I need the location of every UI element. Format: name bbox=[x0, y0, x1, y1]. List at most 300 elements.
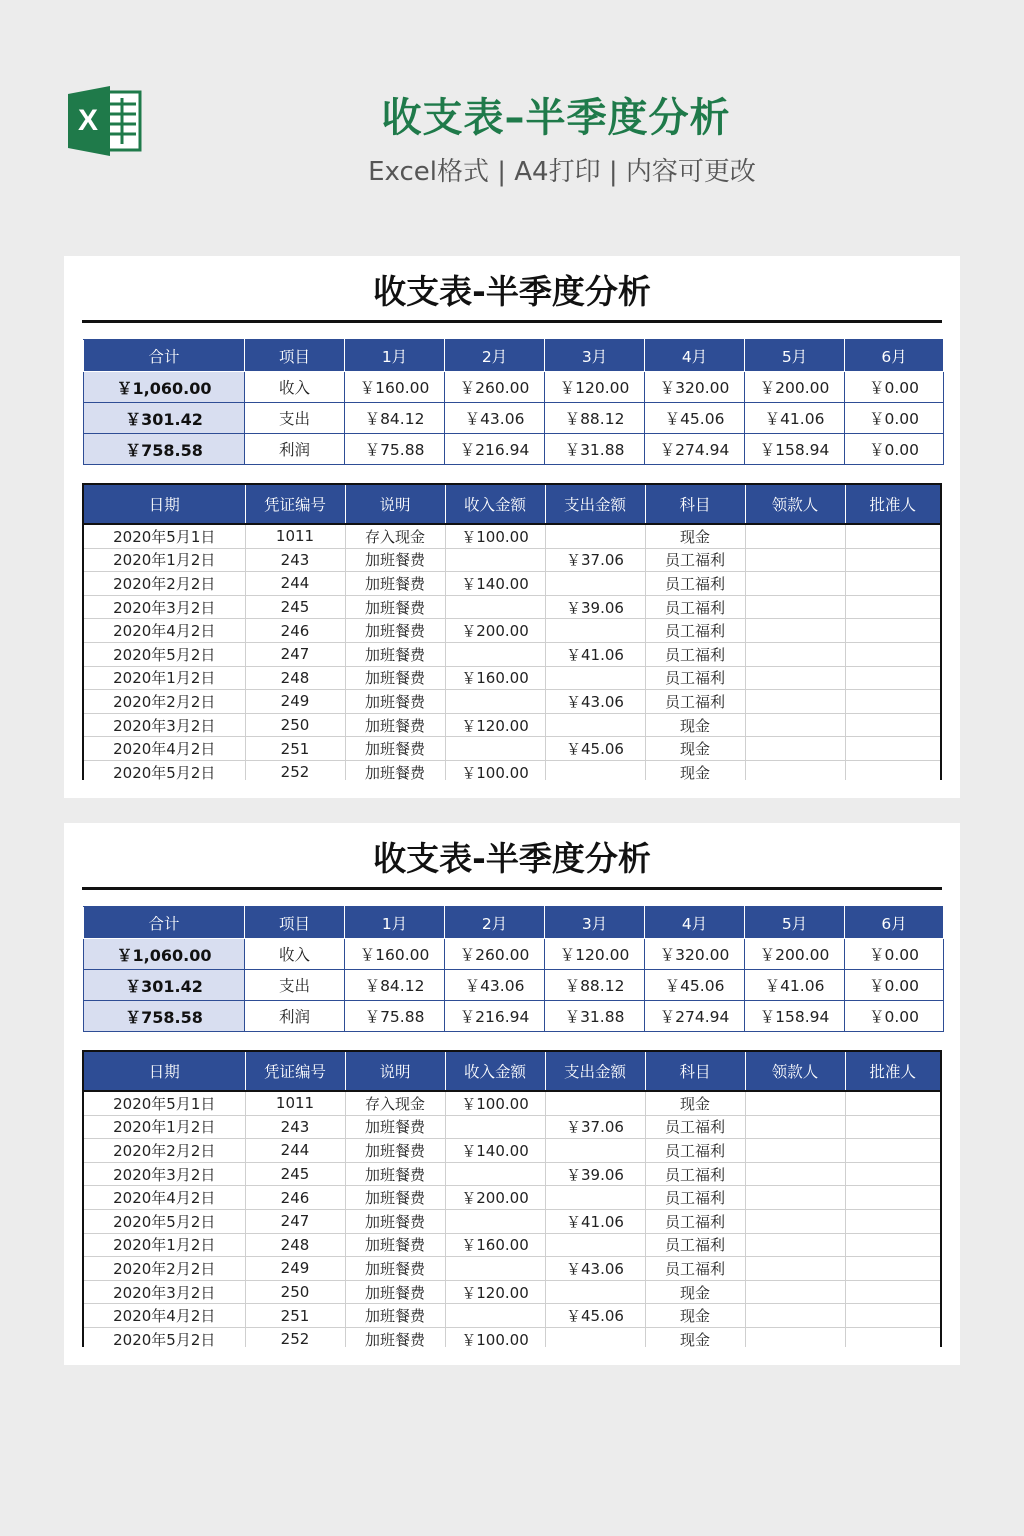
detail-table-viewport[interactable] bbox=[82, 483, 942, 780]
detail-header-cell: 说明 bbox=[345, 485, 445, 524]
detail-table-viewport[interactable] bbox=[82, 1050, 942, 1347]
table-cell bbox=[845, 595, 940, 619]
table-cell: 现金 bbox=[645, 524, 745, 548]
summary-body bbox=[84, 939, 944, 1032]
table-cell: 员工福利 bbox=[645, 1186, 745, 1210]
summary-row bbox=[84, 939, 944, 970]
table-cell bbox=[545, 713, 645, 737]
table-cell bbox=[845, 642, 940, 666]
table-cell: 存入现金 bbox=[345, 524, 445, 548]
summary-cell: ￥120.00 bbox=[545, 939, 645, 970]
sheet-title: 收支表-半季度分析 bbox=[373, 839, 651, 878]
summary-cell: ￥0.00 bbox=[845, 403, 944, 434]
table-cell: 加班餐费 bbox=[345, 619, 445, 643]
summary-total-cell: ￥301.42 bbox=[84, 970, 245, 1001]
summary-header-cell: 项目 bbox=[245, 907, 345, 939]
table-cell: 加班餐费 bbox=[345, 572, 445, 596]
table-row bbox=[84, 1280, 940, 1304]
table-cell: 员工福利 bbox=[645, 690, 745, 714]
sheet-card-1 bbox=[64, 256, 960, 798]
table-cell: ￥100.00 bbox=[445, 1091, 545, 1115]
table-cell: 加班餐费 bbox=[345, 737, 445, 761]
table-cell bbox=[545, 1186, 645, 1210]
summary-cell: 收入 bbox=[245, 939, 345, 970]
page-title: 收支表–半季度分析 bbox=[381, 95, 731, 141]
summary-header-cell: 1月 bbox=[345, 907, 445, 939]
table-cell: 加班餐费 bbox=[345, 1280, 445, 1304]
summary-header-cell: 6月 bbox=[845, 340, 944, 372]
table-row bbox=[84, 1209, 940, 1233]
detail-header-row bbox=[84, 485, 940, 524]
summary-cell: ￥274.94 bbox=[645, 434, 745, 465]
table-cell: 2020年1月2日 bbox=[84, 548, 245, 572]
table-cell: ￥100.00 bbox=[445, 524, 545, 548]
summary-cell: ￥0.00 bbox=[845, 939, 944, 970]
table-row bbox=[84, 690, 940, 714]
table-cell: 员工福利 bbox=[645, 642, 745, 666]
table-cell: 加班餐费 bbox=[345, 1233, 445, 1257]
table-row bbox=[84, 1162, 940, 1186]
table-cell bbox=[745, 1115, 845, 1139]
table-cell bbox=[545, 1327, 645, 1347]
summary-total-cell: ￥758.58 bbox=[84, 434, 245, 465]
table-cell bbox=[845, 1280, 940, 1304]
summary-cell: ￥320.00 bbox=[645, 372, 745, 403]
table-cell: 2020年3月2日 bbox=[84, 713, 245, 737]
summary-cell: ￥320.00 bbox=[645, 939, 745, 970]
table-cell: 2020年4月2日 bbox=[84, 737, 245, 761]
table-cell bbox=[845, 548, 940, 572]
table-cell: 2020年4月2日 bbox=[84, 1304, 245, 1328]
summary-header-row bbox=[84, 340, 944, 372]
summary-header-cell: 2月 bbox=[445, 340, 545, 372]
detail-body bbox=[84, 1091, 940, 1347]
summary-total-cell: ￥1,060.00 bbox=[84, 372, 245, 403]
summary-table bbox=[83, 906, 944, 1032]
table-cell bbox=[845, 690, 940, 714]
table-cell: 246 bbox=[245, 1186, 345, 1210]
table-cell: 员工福利 bbox=[645, 548, 745, 572]
summary-cell: ￥45.06 bbox=[645, 403, 745, 434]
table-cell bbox=[745, 1139, 845, 1163]
summary-cell: ￥88.12 bbox=[545, 970, 645, 1001]
page-header bbox=[0, 0, 1024, 230]
summary-cell: ￥75.88 bbox=[345, 434, 445, 465]
table-cell: 加班餐费 bbox=[345, 690, 445, 714]
table-cell bbox=[745, 760, 845, 780]
table-cell: ￥140.00 bbox=[445, 1139, 545, 1163]
summary-body bbox=[84, 372, 944, 465]
summary-cell: 支出 bbox=[245, 403, 345, 434]
table-cell: 现金 bbox=[645, 1327, 745, 1347]
table-cell: ￥140.00 bbox=[445, 572, 545, 596]
sheet-title: 收支表-半季度分析 bbox=[373, 272, 651, 311]
table-cell: 现金 bbox=[645, 760, 745, 780]
table-cell bbox=[845, 1233, 940, 1257]
table-cell bbox=[745, 1091, 845, 1115]
table-row bbox=[84, 1186, 940, 1210]
summary-header-cell: 合计 bbox=[84, 907, 245, 939]
table-cell: ￥200.00 bbox=[445, 619, 545, 643]
table-cell: 加班餐费 bbox=[345, 1139, 445, 1163]
table-cell bbox=[745, 1280, 845, 1304]
detail-header-cell: 领款人 bbox=[745, 485, 845, 524]
summary-cell: ￥0.00 bbox=[845, 1001, 944, 1032]
table-cell bbox=[545, 1233, 645, 1257]
summary-cell: ￥43.06 bbox=[445, 403, 545, 434]
table-cell bbox=[545, 572, 645, 596]
table-cell: 加班餐费 bbox=[345, 760, 445, 780]
summary-cell: 利润 bbox=[245, 434, 345, 465]
table-cell: 2020年3月2日 bbox=[84, 595, 245, 619]
table-cell bbox=[745, 1209, 845, 1233]
table-cell: 250 bbox=[245, 713, 345, 737]
table-cell: 246 bbox=[245, 619, 345, 643]
table-cell bbox=[445, 1115, 545, 1139]
table-cell: 1011 bbox=[245, 1091, 345, 1115]
table-cell bbox=[745, 666, 845, 690]
table-row bbox=[84, 524, 940, 548]
summary-cell: ￥84.12 bbox=[345, 970, 445, 1001]
table-cell bbox=[745, 619, 845, 643]
detail-table bbox=[84, 485, 940, 780]
table-row bbox=[84, 1327, 940, 1347]
table-cell: 250 bbox=[245, 1280, 345, 1304]
table-row bbox=[84, 1139, 940, 1163]
table-cell bbox=[745, 572, 845, 596]
detail-header-cell: 科目 bbox=[645, 485, 745, 524]
table-cell: 2020年5月1日 bbox=[84, 524, 245, 548]
table-cell bbox=[845, 737, 940, 761]
table-cell bbox=[745, 548, 845, 572]
table-cell bbox=[845, 1186, 940, 1210]
table-cell: 249 bbox=[245, 1257, 345, 1281]
table-cell: 员工福利 bbox=[645, 1139, 745, 1163]
detail-header-cell: 领款人 bbox=[745, 1052, 845, 1091]
summary-total-cell: ￥1,060.00 bbox=[84, 939, 245, 970]
table-cell: ￥43.06 bbox=[545, 690, 645, 714]
table-cell: 248 bbox=[245, 1233, 345, 1257]
table-cell: 252 bbox=[245, 760, 345, 780]
table-cell bbox=[745, 1304, 845, 1328]
table-cell: 加班餐费 bbox=[345, 642, 445, 666]
table-cell: ￥41.06 bbox=[545, 1209, 645, 1233]
table-cell bbox=[845, 1162, 940, 1186]
table-row bbox=[84, 1233, 940, 1257]
summary-header-row bbox=[84, 907, 944, 939]
table-cell: ￥200.00 bbox=[445, 1186, 545, 1210]
table-row bbox=[84, 737, 940, 761]
table-cell: 加班餐费 bbox=[345, 1209, 445, 1233]
table-cell: 员工福利 bbox=[645, 1162, 745, 1186]
table-cell: ￥120.00 bbox=[445, 1280, 545, 1304]
table-cell bbox=[745, 1186, 845, 1210]
table-cell bbox=[545, 1139, 645, 1163]
table-cell bbox=[745, 1162, 845, 1186]
table-cell bbox=[745, 642, 845, 666]
table-cell bbox=[845, 760, 940, 780]
table-cell: 249 bbox=[245, 690, 345, 714]
table-cell bbox=[445, 690, 545, 714]
table-cell: 2020年5月2日 bbox=[84, 1209, 245, 1233]
summary-row bbox=[84, 403, 944, 434]
table-cell: 248 bbox=[245, 666, 345, 690]
table-cell: 2020年1月2日 bbox=[84, 666, 245, 690]
detail-header-cell: 科目 bbox=[645, 1052, 745, 1091]
table-cell bbox=[745, 595, 845, 619]
detail-header-cell: 批准人 bbox=[845, 1052, 940, 1091]
table-cell: 加班餐费 bbox=[345, 1162, 445, 1186]
table-cell: 加班餐费 bbox=[345, 1186, 445, 1210]
table-cell bbox=[845, 1139, 940, 1163]
summary-cell: ￥260.00 bbox=[445, 372, 545, 403]
detail-header-cell: 凭证编号 bbox=[245, 1052, 345, 1091]
summary-cell: 利润 bbox=[245, 1001, 345, 1032]
table-cell: 员工福利 bbox=[645, 1257, 745, 1281]
table-cell: 2020年1月2日 bbox=[84, 1233, 245, 1257]
table-cell: 247 bbox=[245, 642, 345, 666]
summary-cell: ￥260.00 bbox=[445, 939, 545, 970]
table-cell bbox=[445, 1209, 545, 1233]
table-cell bbox=[545, 1091, 645, 1115]
table-cell: 1011 bbox=[245, 524, 345, 548]
sheet-card-2 bbox=[64, 823, 960, 1365]
table-cell bbox=[845, 1304, 940, 1328]
table-cell: 加班餐费 bbox=[345, 666, 445, 690]
table-cell: 2020年2月2日 bbox=[84, 572, 245, 596]
summary-header-cell: 5月 bbox=[745, 340, 845, 372]
table-cell bbox=[745, 1257, 845, 1281]
table-cell: 员工福利 bbox=[645, 1233, 745, 1257]
summary-cell: ￥158.94 bbox=[745, 1001, 845, 1032]
table-cell: 2020年4月2日 bbox=[84, 619, 245, 643]
table-cell bbox=[845, 666, 940, 690]
table-cell: 245 bbox=[245, 595, 345, 619]
table-cell bbox=[545, 524, 645, 548]
table-row bbox=[84, 666, 940, 690]
table-cell: 存入现金 bbox=[345, 1091, 445, 1115]
summary-cell: ￥200.00 bbox=[745, 939, 845, 970]
table-cell: ￥43.06 bbox=[545, 1257, 645, 1281]
table-cell: 244 bbox=[245, 1139, 345, 1163]
detail-body bbox=[84, 524, 940, 780]
table-cell bbox=[445, 1162, 545, 1186]
table-cell: 加班餐费 bbox=[345, 548, 445, 572]
detail-table bbox=[84, 1052, 940, 1347]
table-cell bbox=[745, 1327, 845, 1347]
summary-row bbox=[84, 372, 944, 403]
table-cell bbox=[545, 760, 645, 780]
table-row bbox=[84, 619, 940, 643]
table-cell: ￥120.00 bbox=[445, 713, 545, 737]
table-cell: ￥160.00 bbox=[445, 1233, 545, 1257]
summary-table bbox=[83, 339, 944, 465]
table-cell: 2020年2月2日 bbox=[84, 690, 245, 714]
table-row bbox=[84, 572, 940, 596]
table-cell: 加班餐费 bbox=[345, 1257, 445, 1281]
table-cell: 员工福利 bbox=[645, 1115, 745, 1139]
summary-cell: ￥31.88 bbox=[545, 434, 645, 465]
table-cell bbox=[545, 666, 645, 690]
table-cell: 2020年2月2日 bbox=[84, 1139, 245, 1163]
table-row bbox=[84, 1257, 940, 1281]
table-row bbox=[84, 1304, 940, 1328]
table-cell bbox=[845, 619, 940, 643]
table-cell bbox=[445, 1257, 545, 1281]
table-cell: 2020年5月1日 bbox=[84, 1091, 245, 1115]
table-cell: 现金 bbox=[645, 713, 745, 737]
table-cell: 现金 bbox=[645, 1091, 745, 1115]
table-cell: 现金 bbox=[645, 1304, 745, 1328]
detail-header-row bbox=[84, 1052, 940, 1091]
table-cell: ￥45.06 bbox=[545, 737, 645, 761]
summary-cell: ￥216.94 bbox=[445, 1001, 545, 1032]
table-cell bbox=[745, 690, 845, 714]
table-cell bbox=[445, 1304, 545, 1328]
summary-total-cell: ￥758.58 bbox=[84, 1001, 245, 1032]
summary-cell: ￥31.88 bbox=[545, 1001, 645, 1032]
table-cell: 现金 bbox=[645, 1280, 745, 1304]
page-subtitle: Excel格式 | A4打印 | 内容可更改 bbox=[368, 157, 756, 187]
table-row bbox=[84, 713, 940, 737]
detail-header-cell: 日期 bbox=[84, 485, 245, 524]
summary-cell: ￥43.06 bbox=[445, 970, 545, 1001]
table-row bbox=[84, 1091, 940, 1115]
table-cell bbox=[845, 1327, 940, 1347]
table-cell: 2020年3月2日 bbox=[84, 1162, 245, 1186]
table-cell: 2020年1月2日 bbox=[84, 1115, 245, 1139]
table-cell: ￥160.00 bbox=[445, 666, 545, 690]
table-cell: 员工福利 bbox=[645, 595, 745, 619]
table-cell: 245 bbox=[245, 1162, 345, 1186]
summary-cell: ￥45.06 bbox=[645, 970, 745, 1001]
summary-row bbox=[84, 434, 944, 465]
table-cell: ￥39.06 bbox=[545, 595, 645, 619]
table-cell bbox=[845, 1209, 940, 1233]
summary-header-cell: 6月 bbox=[845, 907, 944, 939]
table-cell bbox=[845, 524, 940, 548]
table-cell: 2020年5月2日 bbox=[84, 642, 245, 666]
detail-header-cell: 收入金额 bbox=[445, 485, 545, 524]
table-cell: 2020年3月2日 bbox=[84, 1280, 245, 1304]
summary-cell: ￥41.06 bbox=[745, 970, 845, 1001]
detail-header-cell: 收入金额 bbox=[445, 1052, 545, 1091]
table-cell: 244 bbox=[245, 572, 345, 596]
summary-row bbox=[84, 970, 944, 1001]
detail-header-cell: 日期 bbox=[84, 1052, 245, 1091]
summary-cell: ￥0.00 bbox=[845, 970, 944, 1001]
summary-header-cell: 5月 bbox=[745, 907, 845, 939]
excel-logo-letter: X bbox=[77, 104, 99, 137]
summary-header-cell: 4月 bbox=[645, 340, 745, 372]
summary-cell: ￥41.06 bbox=[745, 403, 845, 434]
table-cell bbox=[745, 713, 845, 737]
table-cell bbox=[845, 713, 940, 737]
table-cell: 243 bbox=[245, 1115, 345, 1139]
table-cell bbox=[545, 1280, 645, 1304]
summary-cell: ￥120.00 bbox=[545, 372, 645, 403]
table-cell bbox=[445, 642, 545, 666]
table-cell: 员工福利 bbox=[645, 666, 745, 690]
summary-header-cell: 2月 bbox=[445, 907, 545, 939]
table-cell: 2020年4月2日 bbox=[84, 1186, 245, 1210]
table-cell: 243 bbox=[245, 548, 345, 572]
table-cell: 加班餐费 bbox=[345, 595, 445, 619]
table-cell: 2020年5月2日 bbox=[84, 1327, 245, 1347]
table-cell bbox=[445, 737, 545, 761]
table-cell: ￥37.06 bbox=[545, 548, 645, 572]
summary-cell: ￥84.12 bbox=[345, 403, 445, 434]
title-divider bbox=[82, 320, 942, 323]
summary-total-cell: ￥301.42 bbox=[84, 403, 245, 434]
summary-cell: ￥160.00 bbox=[345, 939, 445, 970]
table-cell: 员工福利 bbox=[645, 1209, 745, 1233]
table-cell: ￥39.06 bbox=[545, 1162, 645, 1186]
table-row bbox=[84, 548, 940, 572]
table-cell bbox=[745, 524, 845, 548]
summary-cell: ￥200.00 bbox=[745, 372, 845, 403]
summary-header-cell: 1月 bbox=[345, 340, 445, 372]
summary-cell: ￥0.00 bbox=[845, 372, 944, 403]
summary-cell: ￥274.94 bbox=[645, 1001, 745, 1032]
table-cell: ￥100.00 bbox=[445, 1327, 545, 1347]
table-cell bbox=[845, 572, 940, 596]
summary-cell: ￥160.00 bbox=[345, 372, 445, 403]
table-cell: 252 bbox=[245, 1327, 345, 1347]
table-cell bbox=[445, 548, 545, 572]
summary-cell: ￥158.94 bbox=[745, 434, 845, 465]
detail-header-cell: 凭证编号 bbox=[245, 485, 345, 524]
summary-header-cell: 3月 bbox=[545, 340, 645, 372]
detail-header-cell: 支出金额 bbox=[545, 485, 645, 524]
summary-header-cell: 4月 bbox=[645, 907, 745, 939]
summary-row bbox=[84, 1001, 944, 1032]
table-cell: 251 bbox=[245, 737, 345, 761]
table-cell bbox=[845, 1091, 940, 1115]
summary-cell: ￥0.00 bbox=[845, 434, 944, 465]
table-cell bbox=[445, 595, 545, 619]
table-cell: 员工福利 bbox=[645, 619, 745, 643]
table-cell: ￥37.06 bbox=[545, 1115, 645, 1139]
table-cell: 加班餐费 bbox=[345, 1304, 445, 1328]
table-cell: ￥41.06 bbox=[545, 642, 645, 666]
table-cell: 加班餐费 bbox=[345, 713, 445, 737]
table-row bbox=[84, 1115, 940, 1139]
summary-header-cell: 3月 bbox=[545, 907, 645, 939]
detail-header-cell: 批准人 bbox=[845, 485, 940, 524]
table-cell: ￥100.00 bbox=[445, 760, 545, 780]
table-cell: 员工福利 bbox=[645, 572, 745, 596]
table-cell bbox=[845, 1115, 940, 1139]
table-cell bbox=[745, 737, 845, 761]
detail-header-cell: 说明 bbox=[345, 1052, 445, 1091]
table-cell: 加班餐费 bbox=[345, 1327, 445, 1347]
summary-cell: ￥75.88 bbox=[345, 1001, 445, 1032]
detail-header-cell: 支出金额 bbox=[545, 1052, 645, 1091]
table-cell: 247 bbox=[245, 1209, 345, 1233]
summary-cell: 收入 bbox=[245, 372, 345, 403]
summary-cell: ￥88.12 bbox=[545, 403, 645, 434]
summary-cell: ￥216.94 bbox=[445, 434, 545, 465]
table-cell: 2020年2月2日 bbox=[84, 1257, 245, 1281]
table-cell bbox=[745, 1233, 845, 1257]
table-cell: 加班餐费 bbox=[345, 1115, 445, 1139]
table-row bbox=[84, 642, 940, 666]
table-cell: 251 bbox=[245, 1304, 345, 1328]
table-cell: ￥45.06 bbox=[545, 1304, 645, 1328]
table-row bbox=[84, 595, 940, 619]
table-cell bbox=[845, 1257, 940, 1281]
